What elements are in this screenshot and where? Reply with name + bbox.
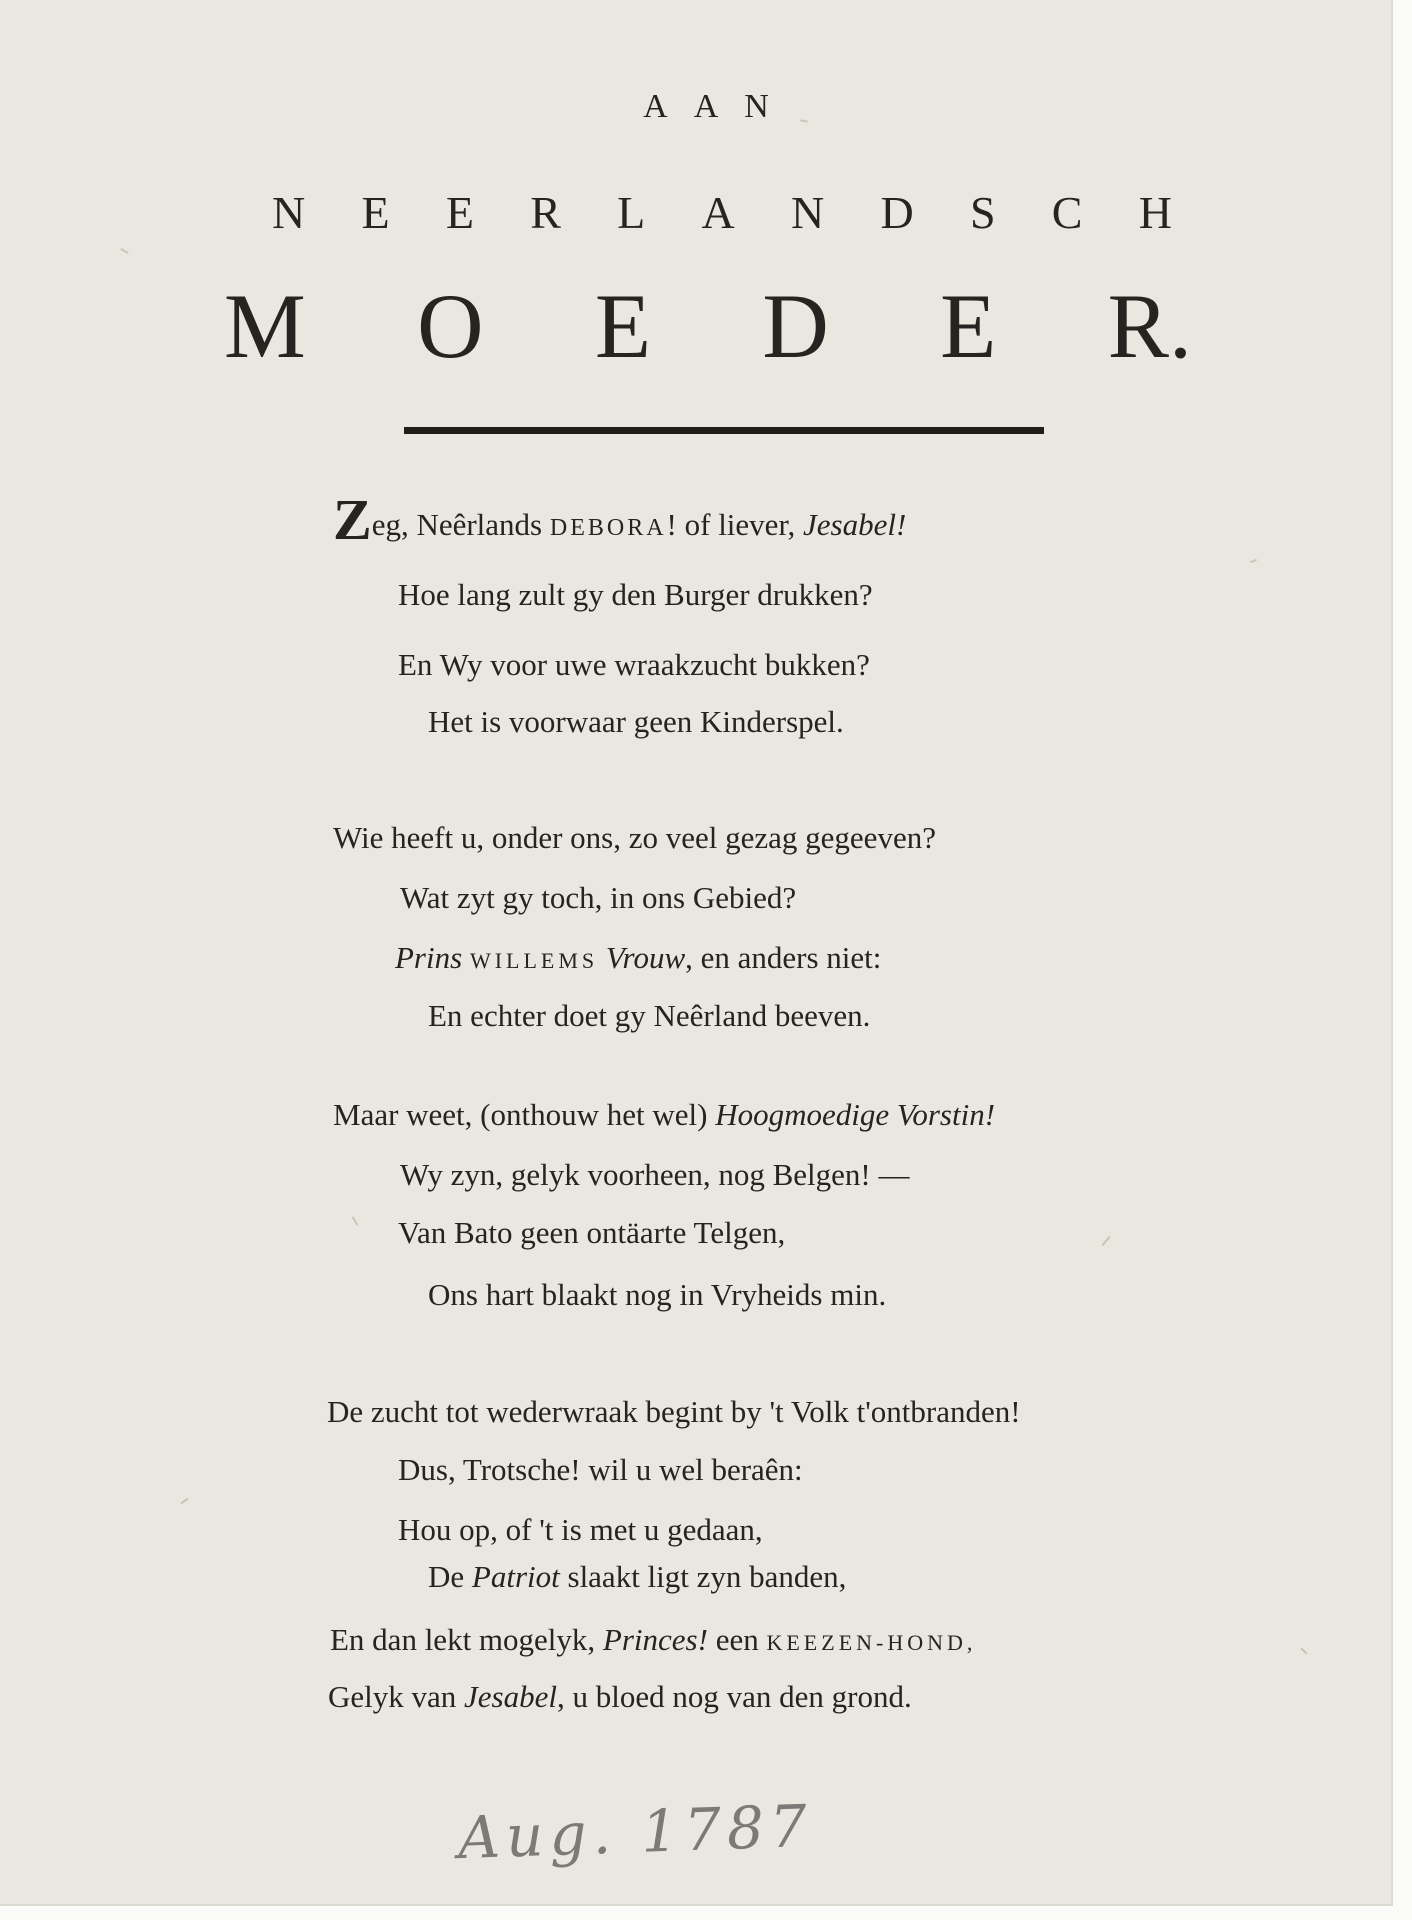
line-text: Gelyk van xyxy=(328,1679,465,1714)
poem-line: Van Bato geen ontäarte Telgen, xyxy=(398,1215,786,1250)
title-letter: C xyxy=(1051,187,1083,238)
handwritten-date-note: Aug. 1787 xyxy=(456,1791,814,1873)
poem-line: De zucht tot wederwraak begint by 't Volk t'ontbranden! xyxy=(327,1394,1021,1429)
title-rule xyxy=(404,427,1044,434)
title-letter: R. xyxy=(1107,275,1192,377)
paper-fleck xyxy=(120,248,129,254)
poem-line xyxy=(395,938,881,981)
line-text: eg, Neêrlands xyxy=(371,507,550,542)
poem-line: Dus, Trotsche! wil u wel beraên: xyxy=(398,1452,803,1487)
line-text: En dan lekt mogelyk, xyxy=(330,1622,603,1657)
line-text: De xyxy=(428,1559,472,1594)
title-letter: E xyxy=(940,275,997,377)
italic-text: Princes! xyxy=(602,1622,708,1657)
poem-line: Wat zyt gy toch, in ons Gebied? xyxy=(400,880,797,915)
poem-line: Wy zyn, gelyk voorheen, nog Belgen! — xyxy=(400,1157,910,1192)
italic-text: Hoogmoedige Vorstin! xyxy=(715,1097,996,1132)
poem-line: Hoe lang zult gy den Burger drukken? xyxy=(398,577,873,612)
title-letter: A xyxy=(701,187,735,238)
title-letter: R xyxy=(530,187,561,238)
poem-line: Hou op, of 't is met u gedaan, xyxy=(398,1512,763,1547)
small-caps-name: DEBORA xyxy=(549,515,667,541)
poem-line xyxy=(330,1620,976,1663)
poem-line: Ons hart blaakt nog in Vryheids min. xyxy=(428,1277,887,1312)
paper-fleck xyxy=(352,1216,359,1226)
paper-fleck xyxy=(1250,559,1257,563)
title-neerlandsch xyxy=(272,186,1172,239)
line-text: ! of liever, xyxy=(666,507,804,542)
title-letter: E xyxy=(594,275,652,377)
poem-line: En echter doet gy Neêrland beeven. xyxy=(428,998,871,1033)
italic-text: Vrouw xyxy=(598,940,686,975)
poem-line xyxy=(428,1557,846,1597)
italic-name: Jesabel xyxy=(464,1679,557,1714)
title-letter: E xyxy=(445,187,474,238)
paper-fleck xyxy=(1101,1236,1110,1246)
italic-name: Jesabel! xyxy=(803,507,907,542)
title-letter: N xyxy=(790,187,825,238)
line-text: een xyxy=(707,1622,767,1657)
poem-line: Het is voorwaar geen Kinderspel. xyxy=(428,704,844,739)
title-letter: M xyxy=(224,275,306,377)
small-caps-name: KEEZEN-HOND, xyxy=(766,1630,977,1655)
title-letter: D xyxy=(762,275,829,377)
title-letter: D xyxy=(880,187,914,238)
line-text: , u bloed nog van den grond. xyxy=(557,1679,912,1714)
italic-text: Prins xyxy=(395,940,470,975)
title-moeder xyxy=(224,275,1192,377)
line-text: , en anders niet: xyxy=(685,940,882,975)
small-caps-name: WILLEMS xyxy=(469,948,599,973)
paper-fleck xyxy=(1300,1647,1307,1654)
title-letter: O xyxy=(417,275,484,377)
poem-line: En Wy voor uwe wraakzucht bukken? xyxy=(398,647,870,682)
title-aan: AAN xyxy=(643,88,795,125)
poem-line: Wie heeft u, onder ons, zo veel gezag gegeeven? xyxy=(333,820,936,855)
italic-text: Patriot xyxy=(471,1559,560,1594)
line-text: Maar weet, (onthouw het wel) xyxy=(333,1097,716,1132)
poem-line xyxy=(333,487,907,552)
drop-cap: Z xyxy=(333,487,372,552)
paper-fleck xyxy=(180,1498,189,1505)
poem-line xyxy=(328,1677,912,1717)
title-letter: H xyxy=(1138,187,1172,238)
line-text: slaakt ligt zyn banden, xyxy=(559,1559,847,1594)
title-letter: E xyxy=(361,187,390,238)
title-letter: N xyxy=(272,187,306,238)
poem-line xyxy=(333,1095,995,1135)
title-letter: S xyxy=(969,187,996,238)
title-letter: L xyxy=(617,187,646,238)
